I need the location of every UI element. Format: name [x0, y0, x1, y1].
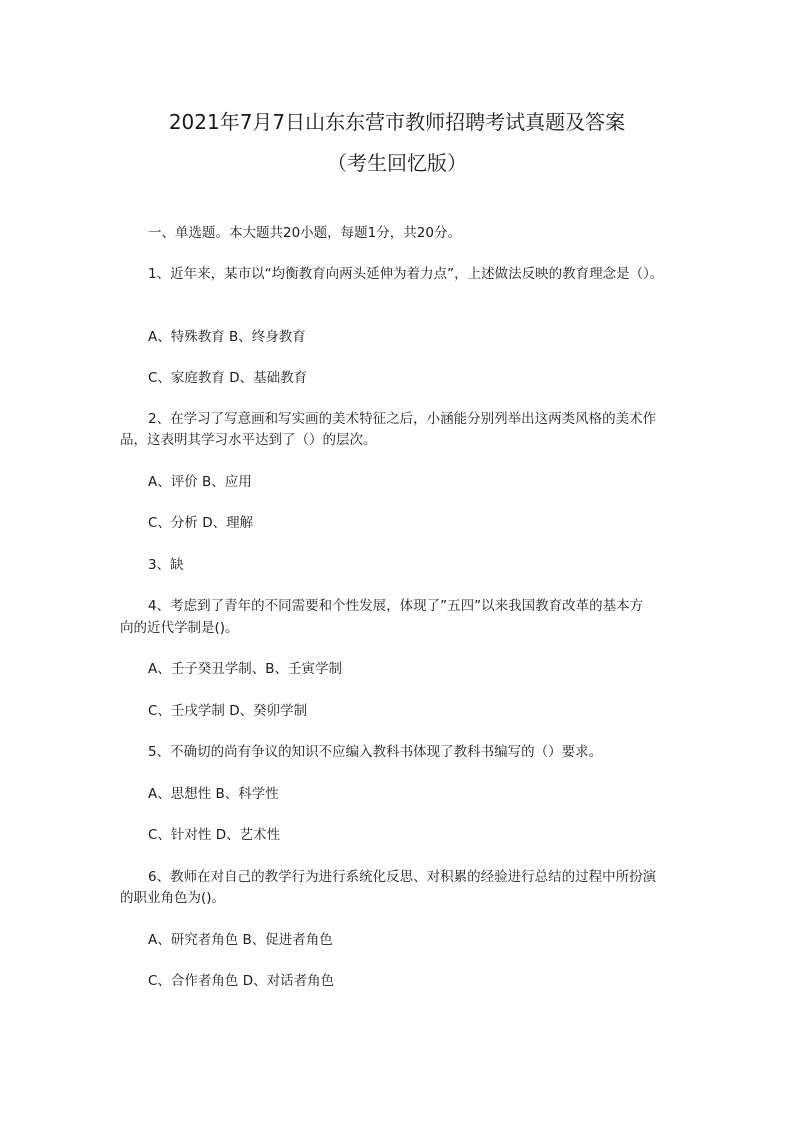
question-6-stem-line-1: 6、教师在对自己的教学行为进行系统化反思、对积累的经验进行总结的过程中所扮演 [148, 869, 657, 885]
question-2-stem-line-1: 2、在学习了写意画和写实画的美术特征之后，小涵能分别列举出这两类风格的美术作 [148, 411, 657, 427]
question-5-option-ab: A、思想性 B、科学性 [148, 786, 279, 802]
question-4-option-ab: A、壬子癸丑学制、B、壬寅学制 [148, 661, 342, 677]
question-6-option-cd: C、合作者角色 D、对话者角色 [148, 973, 335, 989]
question-5-stem: 5、不确切的尚有争议的知识不应编入教科书体现了教科书编写的（）要求。 [148, 744, 603, 760]
question-4-stem-line-2: 向的近代学制是()。 [120, 620, 239, 636]
question-6-option-ab: A、研究者角色 B、促进者角色 [148, 932, 333, 948]
question-2-option-cd: C、分析 D、理解 [148, 515, 254, 531]
document-subtitle: （考生回忆版） [327, 151, 467, 175]
question-1-stem: 1、近年来，某市以“均衡教育向两头延伸为着力点”，上述做法反映的教育理念是（）。 [148, 266, 664, 282]
question-1-option-cd: C、家庭教育 D、基础教育 [148, 370, 308, 386]
question-2-option-ab: A、评价 B、应用 [148, 474, 252, 490]
question-5-option-cd: C、针对性 D、艺术性 [148, 827, 281, 843]
document-title: 2021年7月7日山东东营市教师招聘考试真题及答案 [168, 110, 626, 134]
question-4-option-cd: C、壬戌学制 D、癸卯学制 [148, 703, 308, 719]
question-1-option-ab: A、特殊教育 B、终身教育 [148, 329, 306, 345]
question-3-stem: 3、缺 [148, 557, 184, 573]
question-6-stem-line-2: 的职业角色为()。 [120, 890, 226, 906]
section-heading: 一、单选题。本大题共20小题，每题1分，共20分。 [148, 225, 461, 241]
question-2-stem-line-2: 品，这表明其学习水平达到了（）的层次。 [120, 432, 377, 448]
question-4-stem-line-1: 4、考虑到了青年的不同需要和个性发展，体现了”五四”以来我国教育改革的基本方 [148, 598, 644, 614]
